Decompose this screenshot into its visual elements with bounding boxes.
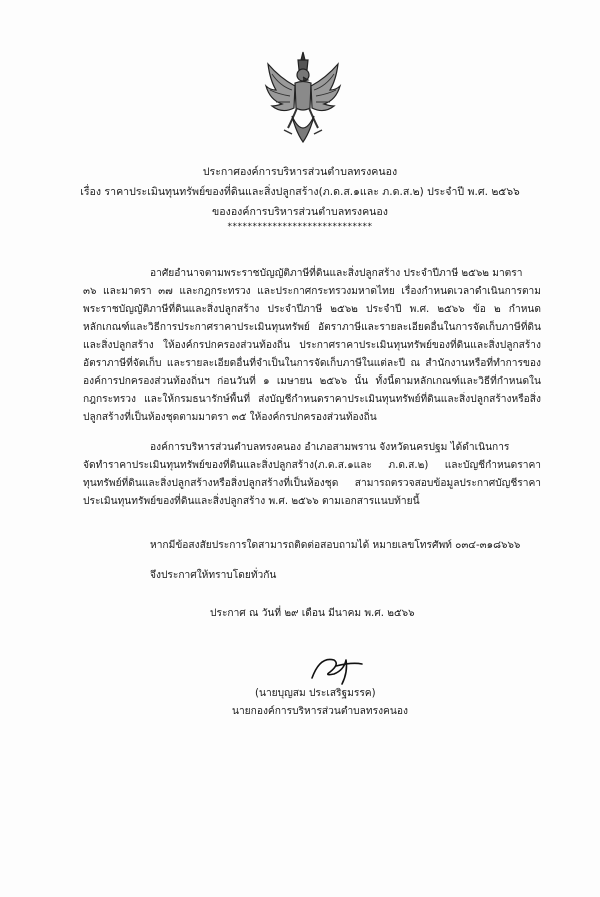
contact-line: หากมีข้อสงสัยประการใดสามารถติดต่อสอบถามได้ หมายเลขโทรศัพท์ ๐๓๔-๓๑๘๖๖๖ — [150, 540, 521, 551]
announcement-date: ประกาศ ณ วันที่ ๒๙ เดือน มีนาคม พ.ศ. ๒๕๖๖ — [210, 608, 415, 619]
para2-line-2: จัดทำราคาประเมินทุนทรัพย์ของที่ดินและสิ่งปลูกสร้าง(ภ.ด.ส.๑และ ภ.ด.ส.๒) และบัญชีกำหนดราคา — [83, 460, 541, 471]
signature-mark — [300, 650, 380, 690]
signatory-position: นายกองค์การบริหารส่วนตำบลทรงคนอง — [232, 706, 408, 717]
para1-line-1: อาศัยอำนาจตามพระราชบัญญัติภาษีที่ดินและสิ่งปลูกสร้าง ประจำปีภาษี ๒๕๖๒ มาตรา — [150, 268, 523, 279]
announcement-title: ประกาศองค์การบริหารส่วนตำบลทรงคนอง — [202, 166, 398, 178]
para1-line-9: ปลูกสร้างที่เป็นห้องชุดตามมาตรา ๓๕ ให้องค์กรปกครองส่วนท้องถิ่น — [83, 412, 377, 423]
para1-line-6: อัตราภาษีที่จัดเก็บ และรายละเอียดอื่นที่จำเป็นในการจัดเก็บภาษีในแต่ละปี ณ สำนักงานหรือที่ทำการของ — [83, 358, 541, 369]
para2-line-1: องค์การบริหารส่วนตำบลทรงคนอง อำเภอสามพราน จังหวัดนครปฐม ได้ดำเนินการ — [150, 442, 510, 453]
para2-line-4: ประเมินทุนทรัพย์ของที่ดินและสิ่งปลูกสร้าง พ.ศ. ๒๕๖๖ ตามเอกสารแนบท้ายนี้ — [83, 496, 420, 507]
signatory-name: (นายบุญสม ประเสริฐมรรค) — [255, 688, 376, 699]
para1-line-3: พระราชบัญญัติภาษีที่ดินและสิ่งปลูกสร้าง ประจำปีภาษี ๒๕๖๒ ประจำปี พ.ศ. ๒๕๖๖ ข้อ ๒ กำหนด — [83, 304, 541, 315]
announcement-subject-continued: ขององค์การบริหารส่วนตำบลทรงคนอง — [212, 206, 388, 218]
garuda-emblem-icon — [262, 50, 344, 145]
para1-line-8: กฎกระทรวง และให้กรมธนารักษ์พื้นที่ ส่งบัญชีกำหนดราคาประเมินทุนทรัพย์ที่ดินและสิ่งปลูกสร้างหรือสิ่ง — [83, 394, 541, 405]
para1-line-7: องค์การปกครองส่วนท้องถิ่นฯ ก่อนวันที่ ๑ เมษายน ๒๕๖๖ นั้น ทั้งนี้ตามหลักเกณฑ์และวิธีที่กำหนดใน — [83, 376, 541, 387]
para1-line-2: ๓๖ และมาตรา ๓๗ และกฎกระทรวง และประกาศกระทรวงมหาดไทย เรื่องกำหนดเวลาดำเนินการตาม — [83, 286, 541, 297]
para1-line-5: และสิ่งปลูกสร้าง ให้องค์กรปกครองส่วนท้องถิ่น ประกาศราคาประเมินทุนทรัพย์ของที่ดินและสิ่งปลูกสร้าง — [83, 340, 541, 351]
para2-line-3: ทุนทรัพย์ที่ดินและสิ่งปลูกสร้างหรือสิ่งปลูกสร้างที่เป็นห้องชุด สามารถตรวจสอบข้อมูลประกาศบัญชีราคา — [83, 478, 541, 489]
closing-line: จึงประกาศให้ทราบโดยทั่วกัน — [150, 570, 277, 581]
separator-stars: ***************************** — [227, 222, 373, 232]
para1-line-4: หลักเกณฑ์และวิธีการประกาศราคาประเมินทุนทรัพย์ อัตราภาษีและรายละเอียดอื่นในการจัดเก็บภาษีที่ดิน — [83, 322, 541, 333]
announcement-subject: เรื่อง ราคาประเมินทุนทรัพย์ของที่ดินและสิ่งปลูกสร้าง(ภ.ด.ส.๑และ ภ.ด.ส.๒) ประจำปี พ.ศ. ๒๕๖๖ — [80, 186, 520, 198]
